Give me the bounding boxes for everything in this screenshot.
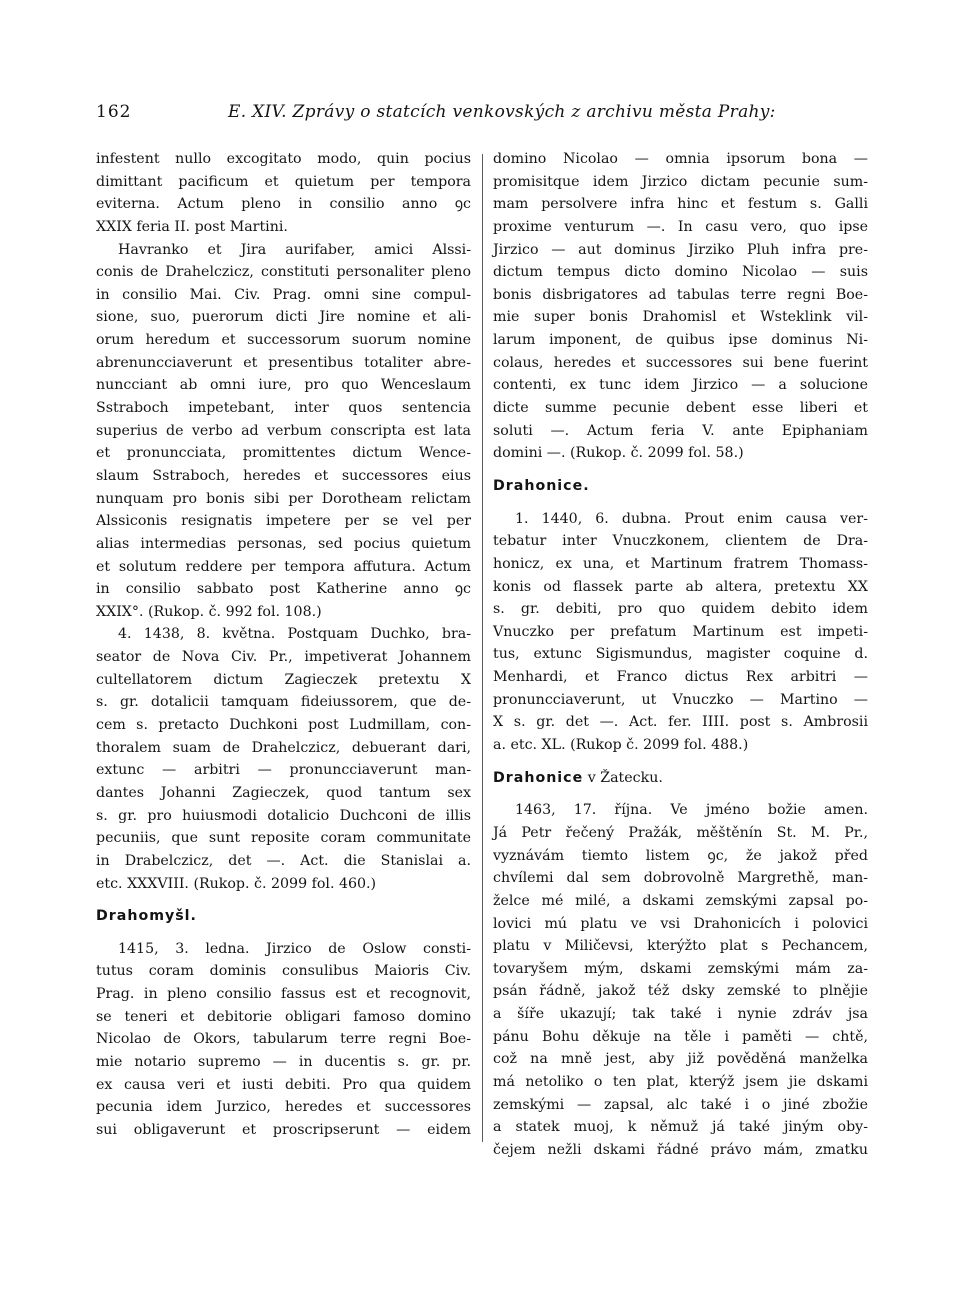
text-line: cem s. pretacto Duchkoni post Ludmillam, con-	[96, 717, 471, 734]
text-line: 4. 1438, 8. května. Postquam Duchko, bra-	[118, 626, 471, 643]
text-line: domini —. (Rukop. č. 2099 fol. 58.)	[493, 445, 744, 462]
section-heading-drahonice-zatecko	[493, 767, 868, 790]
text-line: dictum tempus dicto domino Nicolao — suis	[493, 264, 868, 281]
text-line: honicz, ex una, et Martinum fratrem Thomass-	[493, 555, 868, 572]
text-line: XXIX°. (Rukop. č. 992 fol. 108.)	[96, 603, 322, 620]
text-line: zemskými — zapsal, alc také i o jiné zbožie	[493, 1096, 868, 1113]
text-line: čejem nežli dskami řádné právo mám, zmatku	[493, 1141, 868, 1158]
text-line: et pronuncciata, promittentes dictum Wence-	[96, 445, 471, 462]
text-line: což na mně jest, aby již pověděná manželka	[493, 1051, 868, 1068]
text-line: vyznávám tiemto listem ꝯc, že jakož před	[493, 847, 868, 864]
text-line: tovaryšem mým, dskami zemskými mám za-	[493, 960, 868, 977]
text-line: etc. XXXVIII. (Rukop. č. 2099 fol. 460.)	[96, 875, 377, 892]
text-line: larum imponent, de quibus ipse dominus Ni-	[493, 332, 868, 349]
text-line: et solutum reddere per tempora affutura. Actum	[96, 558, 471, 575]
text-line: conis de Drahelczicz, constituti personaliter pleno	[96, 264, 471, 281]
text-line: extunc — arbitri — pronuncciaverunt man-	[96, 762, 471, 779]
left-column	[96, 148, 471, 1142]
text-line: Alssiconis resignatis impetere per se vel per	[96, 513, 471, 530]
text-line: soluti —. Actum feria V. ante Epiphaniam	[493, 422, 868, 439]
text-line: mam persolvere infra hinc et festum s. Galli	[493, 196, 868, 213]
text-line: superius de verbo ad verbum conscripta est lata	[96, 422, 471, 439]
text-line: a. etc. XL. (Rukop č. 2099 fol. 488.)	[493, 737, 749, 754]
text-line: tus, extunc Sigismundus, magister coquine d.	[493, 646, 868, 663]
section-heading-drahonice: Drahonice.	[493, 477, 590, 494]
text-line: 1415, 3. ledna. Jirzico de Oslow consti-	[118, 940, 471, 957]
text-line: s. gr. dotalicii tamquam fideiussorem, que de-	[96, 694, 471, 711]
text-line: X s. gr. det —. Act. fer. IIII. post s. Ambrosii	[493, 714, 868, 731]
right-text-block-b	[493, 508, 868, 757]
text-line: konis od flassek parte ab altera, pretextu XX	[493, 578, 868, 595]
text-line: tebatur inter Vnuczkonem, clientem de Dra-	[493, 533, 868, 550]
section-heading-drahomysl: Drahomyšl.	[96, 908, 197, 925]
text-line: orum heredum et successorum suorum nomine	[96, 332, 471, 349]
text-line: a statek muoj, k němuž já také jiným oby-	[493, 1119, 868, 1136]
text-line: eviterna. Actum pleno in consilio anno ꝯc	[96, 196, 471, 213]
text-line: dicte summe pecunie debent esse liberi et	[493, 400, 868, 417]
text-line: tutus coram dominis consulibus Maioris Civ.	[96, 963, 471, 980]
text-line: promisitque idem Jirzico dictam pecunie sum-	[493, 173, 868, 190]
text-line: platu v Miličevsi, kterýžto plat s Pechancem,	[493, 938, 868, 955]
text-line: má netoliko o ten plat, kterýž jsem jie dskami	[493, 1073, 868, 1090]
text-line: nunquam pro bonis sibi per Dorotheam relictam	[96, 490, 471, 507]
text-line: seator de Nova Civ. Pr., impetiverat Johannem	[96, 649, 471, 666]
text-line: domino Nicolao — omnia ipsorum bona —	[493, 151, 868, 167]
text-line: sui obligaverunt et proscripserunt — eidem	[96, 1121, 471, 1138]
running-title: E. XIV. Zprávy o statcích venkovských z archivu města Prahy:	[228, 102, 776, 122]
text-line: abrenuncciaverunt et presentibus totaliter abre-	[96, 354, 471, 371]
text-line: Sstraboch impetebant, inter quos sentencia	[96, 400, 471, 417]
text-line: Havranko et Jira aurifaber, amici Alssi-	[118, 241, 471, 258]
text-line: pecuniis, que sunt reposite coram communitate	[96, 830, 471, 847]
text-line: proxime venturum —. In casu vero, quo ipse	[493, 218, 868, 235]
text-line: slaum Sstraboch, heredes et successores eius	[96, 467, 471, 484]
text-line: sione, suo, puerorum dicti Jire nomine et ali-	[96, 309, 471, 326]
section-heading-drahonice-bold: Drahonice	[493, 769, 584, 786]
left-text-block-a	[96, 148, 471, 895]
text-line: alias intermedias personas, sed pocius quietum	[96, 535, 471, 552]
text-line: s. gr. pro huiusmodi dotalicio Duchconi de illis	[96, 807, 471, 824]
text-line: a šíře ukazují; tak také i nynie zdráv jsa	[493, 1006, 868, 1023]
text-line: Já Petr řečený Pražák, měštěnín St. M. Pr.,	[493, 824, 868, 841]
left-text-block-b	[96, 938, 471, 1142]
text-line: cultellatorem dictum Zagieczek pretextu X	[96, 671, 471, 688]
text-line: lovici mú platu ve vsi Drahonicích i polovici	[493, 915, 868, 932]
text-line: Nicolao de Okors, tabularum terre regni Boe-	[96, 1031, 471, 1048]
page-number: 162	[96, 102, 132, 122]
column-divider	[482, 154, 483, 1142]
right-column	[493, 148, 868, 1162]
right-text-block-c	[493, 799, 868, 1161]
text-line: pecunia idem Jurzico, heredes et successores	[96, 1099, 471, 1116]
text-line: mie super bonis Drahomisl et Wsteklink vil-	[493, 309, 868, 326]
text-line: in consilio Mai. Civ. Prag. omni sine compul-	[96, 286, 471, 303]
text-line: dantes Johanni Zagieczek, quod tantum sex	[96, 784, 471, 801]
right-text-block-a	[493, 148, 868, 465]
text-line: thoralem suam de Drahelczicz, debuerant dari,	[96, 739, 471, 756]
text-line: pronuncciaverunt, ut Vnuczko — Martino —	[493, 691, 868, 708]
text-line: chvílemi dal sem dobrovolně Margrethě, man-	[493, 870, 868, 887]
page-header	[96, 100, 866, 124]
text-line: bonis disbrigatores ad tabulas terre regni Boe-	[493, 286, 868, 303]
text-line: XXIX feria II. post Martini.	[96, 218, 288, 235]
text-line: Prag. in pleno consilio fassus est et recognovit,	[96, 986, 471, 1003]
text-line: infestent nullo excogitato modo, quin pocius	[96, 151, 471, 167]
text-line: pánu Bohu děkuje na těle i paměti — chtě,	[493, 1028, 868, 1045]
text-line: 1. 1440, 6. dubna. Prout enim causa ver-	[515, 510, 868, 527]
text-line: in consilio sabbato post Katherine anno ꝯc	[96, 581, 471, 598]
text-line: Jirzico — aut dominus Jirziko Pluh infra pre-	[493, 241, 868, 258]
text-line: contenti, ex tunc idem Jirzico — a solucione	[493, 377, 868, 394]
text-line: s. gr. debiti, pro quo quidem debito idem	[493, 601, 868, 618]
text-line: psán řádně, jakož též dsky zemské to plnějie	[493, 983, 868, 1000]
section-heading-drahonice-rest: v Žatecku.	[583, 769, 663, 786]
text-line: se teneri et debitorie obligari famoso domino	[96, 1008, 471, 1025]
text-line: Menhardi, et Franco dictus Rex arbitri —	[493, 669, 868, 686]
text-line: in Drabelczicz, det —. Act. die Stanislai a.	[96, 852, 471, 869]
text-line: 1463, 17. října. Ve jméno božie amen.	[515, 802, 868, 819]
text-line: nuncciant ab omni iure, pro quo Wenceslaum	[96, 377, 471, 394]
text-line: mie notario supremo — in ducentis s. gr. pr.	[96, 1053, 471, 1070]
text-line: Vnuczko per prefatum Martinum est impeti-	[493, 623, 868, 640]
text-line: ex causa veri et iusti debiti. Pro qua quidem	[96, 1076, 471, 1093]
text-line: dimittant pacificum et quietum per tempora	[96, 173, 471, 190]
text-line: colaus, heredes et successores sui bene fuerint	[493, 354, 868, 371]
text-line: želce mé milé, a dskami zemskými zapsal po-	[493, 892, 868, 909]
